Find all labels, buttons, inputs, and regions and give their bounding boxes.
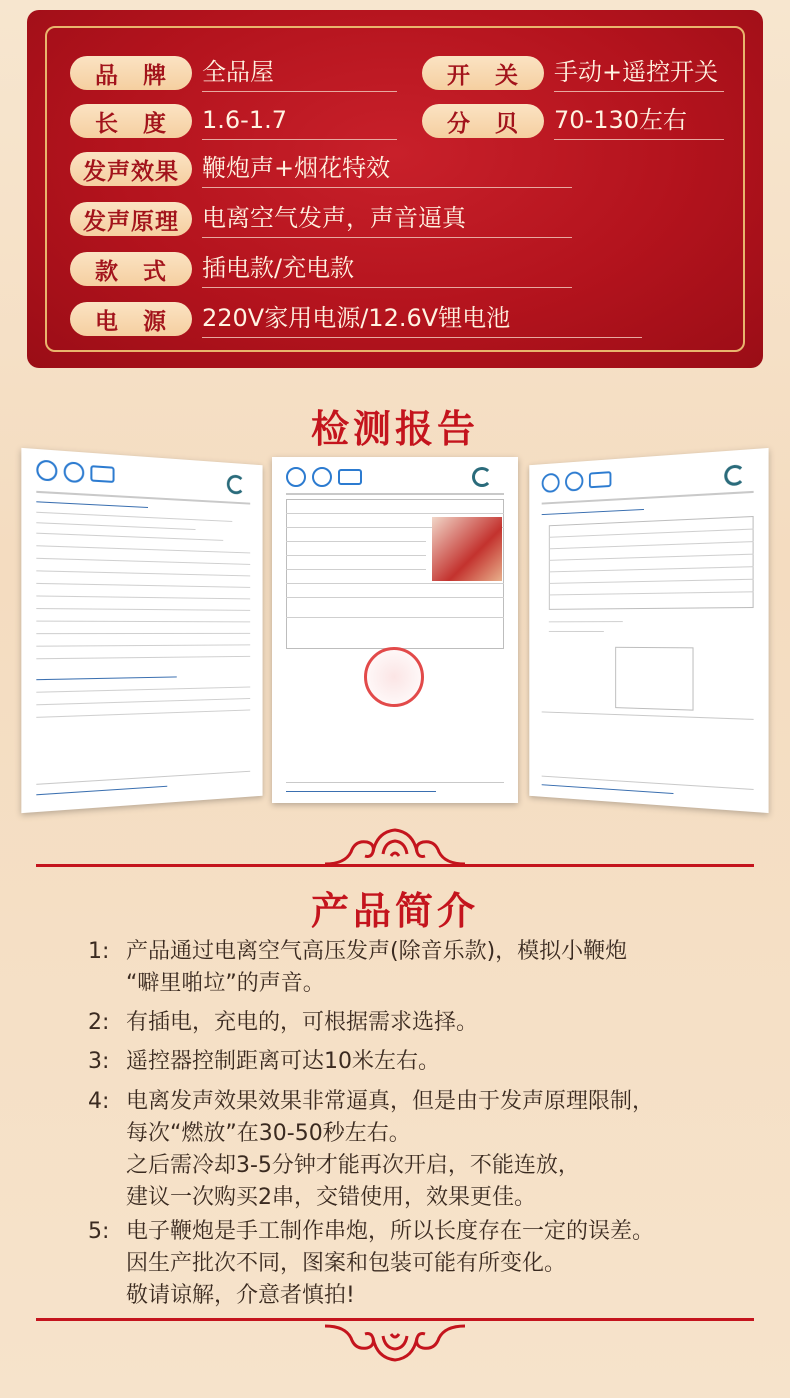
spec-row-sound-effect [70,150,572,188]
item-highlight-line: 建议一次购买2串，交错使用，效果更佳。 [126,1185,536,1210]
logo-icon [286,467,306,487]
logo-icon [312,467,332,487]
certification-logos [286,467,362,487]
item-line: 每次“燃放”在30-50秒左右。 [126,1121,411,1146]
official-stamp-icon [364,647,424,707]
hqts-badge-icon [472,467,492,487]
report-document-left [21,448,262,813]
spec-label: 品 牌 [70,56,192,90]
cloud-ornament-icon [315,822,475,868]
item-line: 电离发声效果效果非常逼真，但是由于发声原理限制， [126,1089,655,1114]
logo-icon [542,473,560,493]
hqts-badge-icon [724,464,745,486]
spec-row-principle [70,200,572,238]
section-divider-bottom [36,1318,754,1321]
spec-value: 220V家用电源/12.6V锂电池 [202,300,642,338]
report-document-right [529,448,768,813]
spec-label: 长 度 [70,104,192,138]
item-line: 敬请谅解，介意者慎拍! [126,1283,355,1308]
ma-logo-icon [589,471,611,488]
spec-panel [27,10,763,368]
logo-icon [64,461,85,483]
item-line: 之后需冷却3-5分钟才能再次开启，不能连放， [126,1153,580,1178]
item-line: 产品通过电离空气高压发声(除音乐款)，模拟小鞭炮 [126,939,628,964]
spec-label: 款 式 [70,252,192,286]
section-divider [36,864,754,867]
item-line: 有插电，充电的，可根据需求选择。 [126,1010,479,1035]
cloud-ornament-bottom-icon [315,1322,475,1368]
item-line: 遥控器控制距离可达10米左右。 [126,1049,440,1074]
spec-value: 手动+遥控开关 [554,54,724,92]
spec-label: 发声效果 [70,152,192,186]
item-number: 1: [88,939,110,964]
spec-value: 电离空气发声，声音逼真 [202,200,572,238]
certification-logos [36,459,114,485]
spec-label: 开 关 [422,56,544,90]
item-line: 电子鞭炮是手工制作串炮，所以长度存在一定的误差。 [126,1219,655,1244]
logo-icon [565,471,583,492]
spec-row-decibel [422,102,724,140]
hqts-badge-icon [227,474,245,494]
product-photo [432,517,502,581]
report-document-center [272,457,518,803]
spec-value: 插电款/充电款 [202,250,572,288]
spec-value: 1.6-1.7 [202,102,397,140]
spec-label: 发声原理 [70,202,192,236]
approval-box [615,647,693,711]
certification-logos [542,469,612,493]
ma-logo-icon [338,469,362,485]
item-line: “噼里啪垃”的声音。 [126,971,325,996]
item-number: 2: [88,1010,110,1035]
intro-heading: 产品简介 [310,889,479,933]
spec-row-power [70,300,642,338]
spec-row-brand [70,54,397,92]
spec-label: 分 贝 [422,104,544,138]
spec-row-style [70,250,572,288]
logo-icon [36,459,57,481]
report-heading: 检测报告 [310,407,479,451]
item-number: 3: [88,1049,110,1074]
spec-value: 全品屋 [202,54,397,92]
item-line: 因生产批次不同，图案和包装可能有所变化。 [126,1251,567,1276]
item-number: 4: [88,1089,110,1114]
spec-value: 鞭炮声+烟花特效 [202,150,572,188]
spec-value: 70-130左右 [554,102,724,140]
spec-row-switch [422,54,724,92]
item-number: 5: [88,1219,110,1244]
spec-row-length [70,102,397,140]
ma-logo-icon [90,465,114,483]
spec-label: 电 源 [70,302,192,336]
